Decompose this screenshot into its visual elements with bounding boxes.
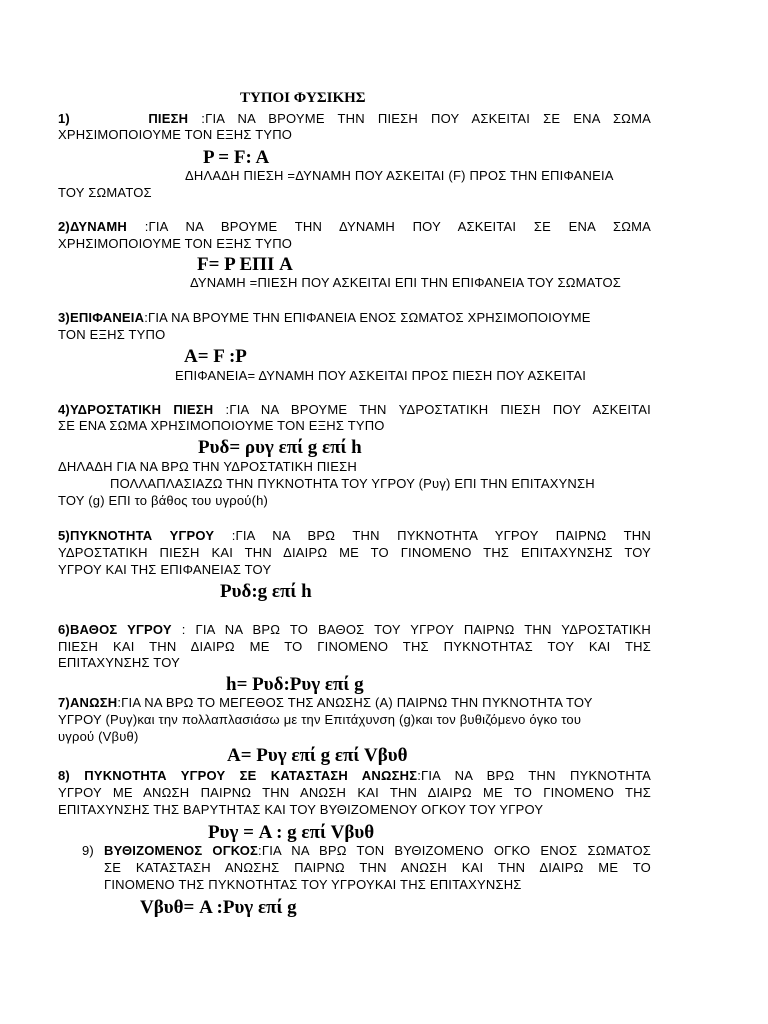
section-4-explanation-2: ΠΟΛΛΑΠΛΑΣΙΑΖΩ ΤΗΝ ΠΥΚΝΟΤΗΤΑ ΤΟΥ ΥΓΡΟΥ (Ρυγ) ΕΠΙ ΤΗΝ ΕΠΙΤΑΧΥΝΣΗ: [110, 476, 595, 491]
section-5-line-1: [58, 528, 651, 544]
section-6-line-1: [58, 622, 651, 638]
section-2-explanation-1: ΔΥΝΑΜΗ =ΠΙΕΣΗ ΠΟΥ ΑΣΚΕΙΤΑΙ ΕΠΙ ΤΗΝ ΕΠΙΦΑΝΕΙΑ ΤΟΥ ΣΩΜΑΤΟΣ: [190, 275, 622, 290]
section-1-explanation-1: ΔΗΛΑΔΗ ΠΙΕΣΗ =ΔΥΝΑΜΗ ΠΟΥ ΑΣΚΕΙΤΑΙ (F) ΠΡΟΣ ΤΗΝ ΕΠΙΦΑΝΕΙΑ: [185, 168, 614, 183]
section-7-text-2: ΥΓΡΟΥ (Ρυγ)και την πολλαπλασιάσω με την Επιτάχυνση (g)και τον βυθιζόμενο όγκο του: [58, 712, 582, 727]
section-5-text-2: ΥΔΡΟΣΤΑΤΙΚΗ ΠΙΕΣΗ ΚΑΙ ΤΗΝ ΔΙΑΙΡΩ ΜΕ ΤΟ ΓΙΝΟΜΕΝΟ ΤΗΣ ΕΠΙΤΑΧΥΝΣΗΣ ΤΟΥ: [58, 545, 651, 560]
section-3-formula: A= F :P: [184, 346, 247, 367]
section-9-number: 9): [82, 843, 94, 858]
section-2-text-2: ΧΡΗΣΙΜΟΠΟΙΟΥΜΕ ΤΟΝ ΕΞΗΣ ΤΥΠΟ: [58, 236, 293, 251]
section-7-text-3: υγρού (Vβυθ): [58, 729, 139, 744]
section-1-text-2: ΧΡΗΣΙΜΟΠΟΙΟΥΜΕ ΤΟΝ ΕΞΗΣ ΤΥΠΟ: [58, 127, 293, 142]
section-4-line-1: [58, 402, 651, 418]
section-1-formula: P = F: A: [203, 147, 270, 168]
section-2-line-1: [58, 219, 651, 235]
section-5-text-3: ΥΓΡΟΥ ΚΑΙ ΤΗΣ ΕΠΙΦΑΝΕΙΑΣ ΤΟΥ: [58, 562, 272, 577]
section-1-text-1: :ΓΙΑ ΝΑ ΒΡΟΥΜΕ ΤΗΝ ΠΙΕΣΗ ΠΟΥ ΑΣΚΕΙΤΑΙ ΣΕ ΕΝΑ ΣΩΜΑ: [201, 111, 651, 126]
section-6-heading: 6)ΒΑΘΟΣ ΥΓΡΟΥ: [58, 622, 172, 637]
section-8-text-3: ΕΠΙΤΑΧΥΝΣΗΣ ΤΗΣ ΒΑΡΥΤΗΤΑΣ ΚΑΙ ΤΟΥ ΒΥΘΙΖΟΜΕΝΟΥ ΟΓΚΟΥ ΤΟΥ ΥΓΡΟΥ: [58, 802, 544, 817]
section-3-line-1: [58, 310, 591, 326]
section-1-line-1: [58, 111, 651, 127]
section-4-text-1: :ΓΙΑ ΝΑ ΒΡΟΥΜΕ ΤΗΝ ΥΔΡΟΣΤΑΤΙΚΗ ΠΙΕΣΗ ΠΟΥ ΑΣΚΕΙΤΑΙ: [225, 402, 651, 417]
section-6-text-2: ΠΙΕΣΗ ΚΑΙ ΤΗΝ ΔΙΑΙΡΩ ΜΕ ΤΟ ΓΙΝΟΜΕΝΟ ΤΗΣ ΠΥΚΝΟΤΗΤΑΣ ΤΟΥ ΚΑΙ ΤΗΣ: [58, 639, 651, 654]
section-9-formula: Vβυθ= A :Ρυγ επί g: [140, 897, 297, 918]
section-1-heading: ΠΙΕΣΗ: [148, 111, 189, 126]
section-2-heading: 2)ΔΥΝΑΜΗ: [58, 219, 127, 234]
section-4-explanation-3: ΤΟΥ (g) ΕΠΙ το βάθος του υγρού(h): [58, 493, 269, 508]
section-7-formula: A= Ρυγ επί g επί Vβυθ: [227, 745, 408, 766]
section-9-heading: ΒΥΘΙΖΟΜΕΝΟΣ ΟΓΚΟΣ: [104, 843, 259, 858]
section-9-text-1: :ΓΙΑ ΝΑ ΒΡΩ ΤΟΝ ΒΥΘΙΖΟΜΕΝΟ ΟΓΚΟ ΕΝΟΣ ΣΩΜΑΤΟΣ: [258, 843, 651, 858]
section-8-heading: 8) ΠΥΚΝΟΤΗΤΑ ΥΓΡΟΥ ΣΕ ΚΑΤΑΣΤΑΣΗ ΑΝΩΣΗΣ: [58, 768, 418, 783]
section-7-text-1: :ΓΙΑ ΝΑ ΒΡΩ ΤΟ ΜΕΓΕΘΟΣ ΤΗΣ ΑΝΩΣΗΣ (Α) ΠΑΙΡΝΩ ΤΗΝ ΠΥΚΝΟΤΗΤΑ ΤΟΥ: [117, 695, 593, 710]
section-4-text-2: ΣΕ ΕΝΑ ΣΩΜΑ ΧΡΗΣΙΜΟΠΟΙΟΥΜΕ ΤΟΝ ΕΞΗΣ ΤΥΠΟ: [58, 418, 385, 433]
section-4-explanation-1: ΔΗΛΑΔΗ ΓΙΑ ΝΑ ΒΡΩ ΤΗΝ ΥΔΡΟΣΤΑΤΙΚΗ ΠΙΕΣΗ: [58, 459, 357, 474]
section-8-line-1: [58, 768, 651, 784]
section-8-formula: Ρυγ = A : g επί Vβυθ: [208, 822, 375, 843]
section-3-text-1: :ΓΙΑ ΝΑ ΒΡΟΥΜΕ ΤΗΝ ΕΠΙΦΑΝΕΙΑ ΕΝΟΣ ΣΩΜΑΤΟΣ ΧΡΗΣΙΜΟΠΟΙΟΥΜΕ: [144, 310, 591, 325]
section-3-heading: 3)ΕΠΙΦΑΝΕΙΑ: [58, 310, 145, 325]
section-3-text-2: ΤΟΝ ΕΞΗΣ ΤΥΠΟ: [58, 327, 166, 342]
section-2-formula: F= P ΕΠΙ A: [197, 254, 293, 275]
section-6-formula: h= Ρυδ:Ρυγ επί g: [226, 674, 364, 695]
section-2-text-1: :ΓΙΑ ΝΑ ΒΡΟΥΜΕ ΤΗΝ ΔΥΝΑΜΗ ΠΟΥ ΑΣΚΕΙΤΑΙ ΣΕ ΕΝΑ ΣΩΜΑ: [144, 219, 652, 234]
section-5-heading: 5)ΠΥΚΝΟΤΗΤΑ ΥΓΡΟΥ: [58, 528, 215, 543]
section-4-formula: Ρυδ= ρυγ επί g επί h: [198, 437, 362, 458]
section-9-text-3: ΓΙΝΟΜΕΝΟ ΤΗΣ ΠΥΚΝΟΤΗΤΑΣ ΤΟΥ ΥΓΡΟΥΚΑΙ ΤΗΣ ΕΠΙΤΑΧΥΝΣΗΣ: [104, 877, 522, 892]
document-title: ΤΥΠΟΙ ΦΥΣΙΚΗΣ: [240, 90, 366, 106]
section-9-line-1: [104, 843, 651, 859]
section-7-heading: 7)ΑΝΩΣΗ: [58, 695, 118, 710]
section-7-line-1: [58, 695, 593, 711]
section-6-text-1: : ΓΙΑ ΝΑ ΒΡΩ ΤΟ ΒΑΘΟΣ ΤΟΥ ΥΓΡΟΥ ΠΑΙΡΝΩ ΤΗΝ ΥΔΡΟΣΤΑΤΙΚΗ: [181, 622, 651, 637]
section-1-number: 1): [58, 111, 70, 126]
section-9-text-2: ΣΕ ΚΑΤΑΣΤΑΣΗ ΑΝΩΣΗΣ ΠΑΙΡΝΩ ΤΗΝ ΑΝΩΣΗ ΚΑΙ ΤΗΝ ΔΙΑΙΡΩ ΜΕ ΤΟ: [104, 860, 651, 875]
section-5-text-1: :ΓΙΑ ΝΑ ΒΡΩ ΤΗΝ ΠΥΚΝΟΤΗΤΑ ΥΓΡΟΥ ΠΑΙΡΝΩ ΤΗΝ: [231, 528, 651, 543]
section-5-formula: Ρυδ:g επί h: [220, 581, 312, 602]
section-6-text-3: ΕΠΙΤΑΧΥΝΣΗΣ ΤΟΥ: [58, 655, 180, 670]
section-1-explanation-2: ΤΟΥ ΣΩΜΑΤΟΣ: [58, 185, 152, 200]
section-3-explanation-1: ΕΠΙΦΑΝΕΙΑ= ΔΥΝΑΜΗ ΠΟΥ ΑΣΚΕΙΤΑΙ ΠΡΟΣ ΠΙΕΣΗ ΠΟΥ ΑΣΚΕΙΤΑΙ: [175, 368, 587, 383]
section-4-heading: 4)ΥΔΡΟΣΤΑΤΙΚΗ ΠΙΕΣΗ: [58, 402, 214, 417]
section-8-text-1: :ΓΙΑ ΝΑ ΒΡΩ ΤΗΝ ΠΥΚΝΟΤΗΤΑ: [417, 768, 652, 783]
section-8-text-2: ΥΓΡΟΥ ΜΕ ΑΝΩΣΗ ΠΑΙΡΝΩ ΤΗΝ ΑΝΩΣΗ ΚΑΙ ΤΗΝ ΔΙΑΙΡΩ ΜΕ ΤΟ ΓΙΝΟΜΕΝΟ ΤΗΣ: [58, 785, 651, 800]
